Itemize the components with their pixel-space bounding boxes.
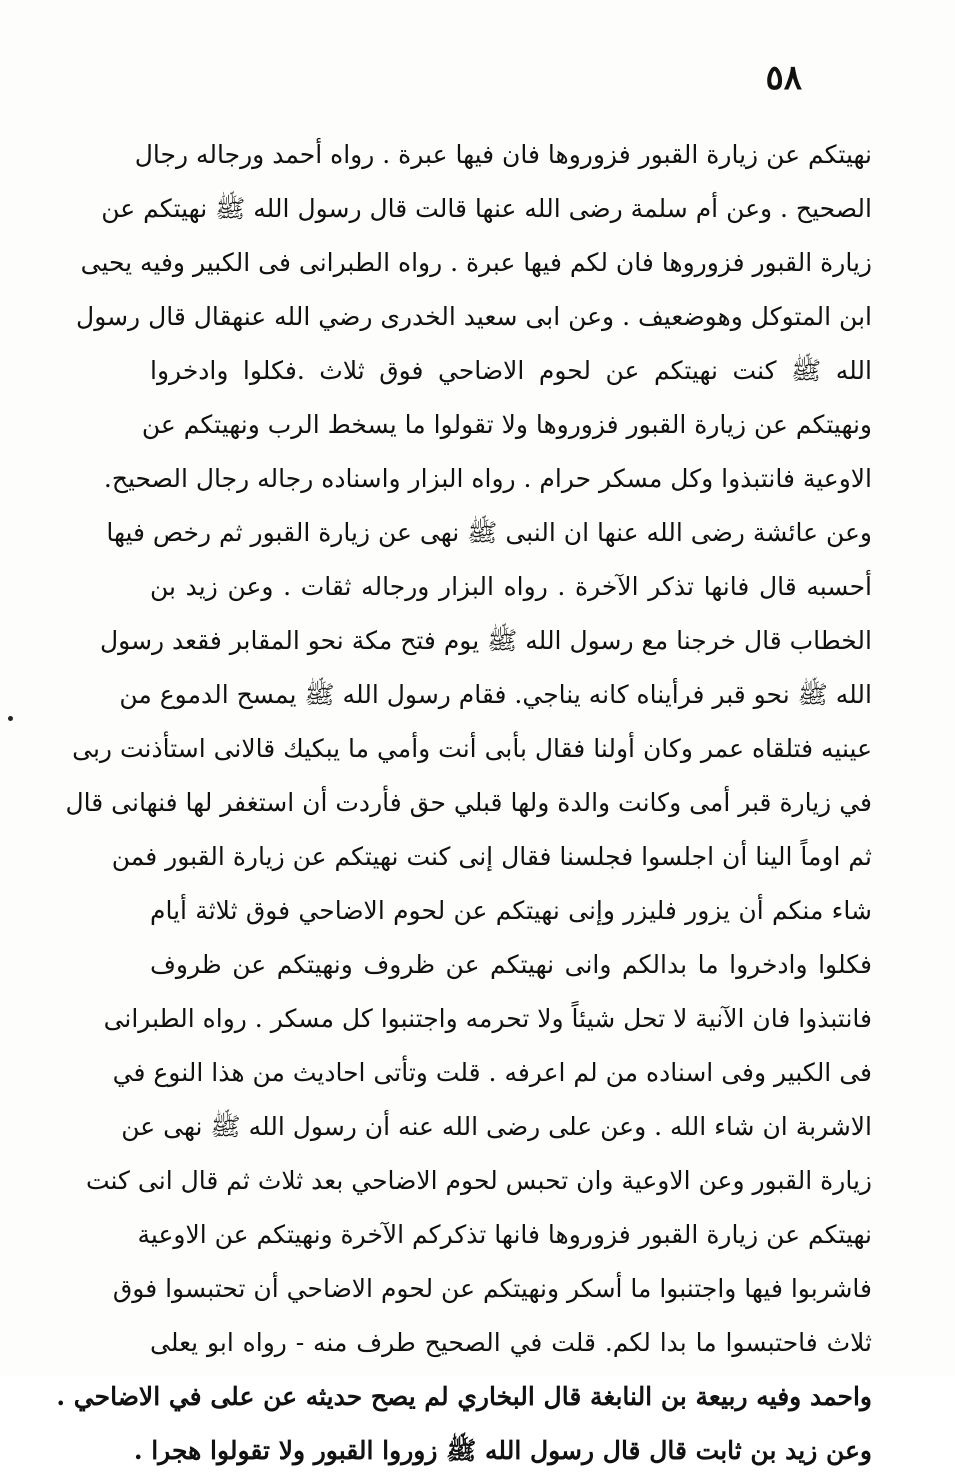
text-line-11: الله ﷺ نحو قبر فرأيناه كانه يناجي. فقام رسول الله ﷺ يمسح الدموع من — [119, 680, 872, 709]
text-line-14: ثم اوماً الينا أن اجلسوا فجلسنا فقال إنى كنت نهيتكم عن زيارة القبور فمن — [111, 842, 872, 871]
text-line-2: الصحيح . وعن أم سلمة رضى الله عنها قالت قال رسول الله ﷺ نهيتكم عن — [101, 194, 872, 223]
text-line-3: زيارة القبور فزوروها فان لكم فيها عبرة . رواه الطبرانى فى الكبير وفيه يحيى — [80, 248, 872, 277]
text-line-24: واحمد وفيه ربيعة بن النابغة قال البخاري لم يصح حديثه عن على في الاضاحي . — [56, 1382, 872, 1411]
text-line-5: الله ﷺ كنت نهيتكم عن لحوم الاضاحي فوق ثلاث .فكلوا وادخروا — [150, 356, 872, 385]
text-line-16: فكلوا وادخروا ما بدالكم وانى نهيتكم عن ظروف ونهيتكم عن ظروف — [150, 950, 872, 979]
body-text — [56, 128, 872, 1478]
text-line-15: شاء منكم أن يزور فليزر وإنى نهيتكم عن لحوم الاضاحي فوق ثلاثة أيام — [150, 896, 872, 925]
text-line-13: في زيارة قبر أمى وكانت والدة ولها قبلي حق فأردت أن استغفر لها فنهانى قال — [65, 788, 872, 817]
text-line-18: فى الكبير وفى اسناده من لم اعرفه . قلت وتأتى احاديث من هذا النوع في — [112, 1058, 872, 1087]
text-line-12: عينيه فتلقاه عمر وكان أولنا فقال بأبى أنت وأمي ما يبكيك قالانى استأذنت ربى — [72, 734, 872, 763]
text-line-22: فاشربوا فيها واجتنبوا ما أسكر ونهيتكم عن لحوم الاضاحي أن تحتبسوا فوق — [112, 1274, 872, 1303]
page-number: ٥٨ — [765, 58, 802, 98]
text-line-4: ابن المتوكل وهوضعيف . وعن ابى سعيد الخدرى رضي الله عنهقال قال رسول — [76, 302, 872, 331]
text-line-10: الخطاب قال خرجنا مع رسول الله ﷺ يوم فتح مكة نحو المقابر فقعد رسول — [99, 626, 872, 655]
text-line-7: الاوعية فانتبذوا وكل مسكر حرام . رواه البزار واسناده رجاله رجال الصحيح. — [103, 464, 872, 493]
text-line-21: نهيتكم عن زيارة القبور فزوروها فانها تذكركم الآخرة ونهيتكم عن الاوعية — [137, 1220, 872, 1249]
text-line-6: ونهيتكم عن زيارة القبور فزوروها ولا تقولوا ما يسخط الرب ونهيتكم عن — [141, 410, 872, 439]
text-line-19: الاشربة ان شاء الله . وعن على رضى الله عنه أن رسول الله ﷺ نهى عن — [121, 1112, 872, 1141]
text-line-20: زيارة القبور وعن الاوعية وان تحبس لحوم الاضاحي بعد ثلاث ثم قال انى كنت — [85, 1166, 872, 1195]
text-line-1: نهيتكم عن زيارة القبور فزوروها فان فيها عبرة . رواه أحمد ورجاله رجال — [134, 140, 872, 169]
text-line-17: فانتبذوا فان الآنية لا تحل شيئاً ولا تحرمه واجتنبوا كل مسكر . رواه الطبرانى — [103, 1004, 872, 1033]
scan-speck — [8, 716, 13, 721]
text-line-25: وعن زيد بن ثابت قال قال رسول الله ﷺ زوروا القبور ولا تقولوا هجرا . — [133, 1436, 872, 1465]
text-line-23: ثلاث فاحتبسوا ما بدا لكم. قلت في الصحيح طرف منه - رواه ابو يعلى — [150, 1328, 872, 1357]
text-line-8: وعن عائشة رضى الله عنها ان النبى ﷺ نهى عن زيارة القبور ثم رخص فيها — [106, 518, 872, 547]
text-line-9: أحسبه قال فانها تذكر الآخرة . رواه البزار ورجاله ثقات . وعن زيد بن — [150, 572, 872, 601]
